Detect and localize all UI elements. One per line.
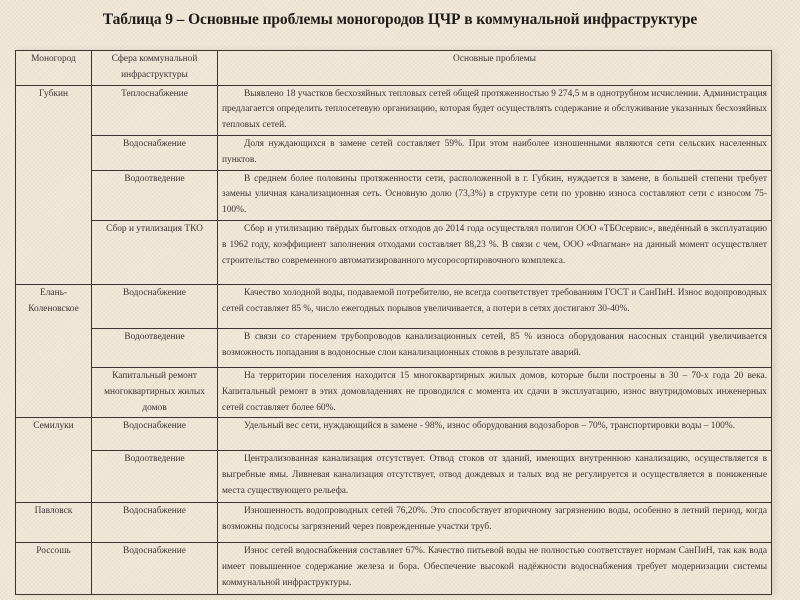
sphere-cell: Водоснабжение (92, 135, 218, 170)
sphere-cell: Водоснабжение (92, 284, 218, 328)
sphere-cell: Водоотведение (92, 451, 218, 503)
header-city: Моногород (16, 51, 92, 86)
header-sphere: Сфера коммунальной инфраструктуры (92, 51, 218, 86)
sphere-cell: Водоснабжение (92, 503, 218, 543)
city-cell: Семилуки (16, 418, 92, 503)
problem-cell (218, 543, 772, 595)
sphere-cell: Сбор и утилизация ТКО (92, 220, 218, 284)
problem-cell (218, 418, 772, 451)
problem-text: Износ сетей водоснабжения составляет 67%. Качество питьевой воды не полностью соответствует нормам СанПиН, так как вода имеет повышенное содержание железа и бора. Обеспечение высокой надёжности водоснабжения требует модернизации системы коммунальной инфраструктуры. (222, 546, 767, 588)
problem-text: Сбор и утилизацию твёрдых бытовых отходов до 2014 года осуществлял полигон ООО «ТБОсервис», введённый в эксплуатацию в 1962 году, коэффициент заполнения отходами составляет 88,23 %. В связи с чем, ООО «Флагман» на данный момент осуществляет строительство современного автоматизированного мусоросортировочного комплекса. (222, 223, 767, 266)
sphere-cell: Водоснабжение (92, 418, 218, 451)
problem-text: Качество холодной воды, подаваемой потребителю, не всегда соответствует требованиям ГОСТ и СанПиН. Износ водопроводных сетей составляет 85 %, число ежегодных порывов увеличивается, а потери в сетях достигают 30-40%. (222, 287, 767, 314)
table-row (16, 418, 772, 451)
sphere-cell: Водоснабжение (92, 543, 218, 595)
problem-text: Выявлено 18 участков бесхозяйных тепловых сетей общей протяженностью 9 274,5 м в однотрубном исчислении. Администрация предлагается определить теплосетевую организацию, которая будет осуществлять содержание и обслуживание указанных бесхозяйных тепловых сетей. (222, 88, 767, 131)
city-cell: Елань-Коленовское (16, 284, 92, 417)
table-row (16, 503, 772, 543)
table-row (16, 284, 772, 328)
city-cell: Павловск (16, 503, 92, 543)
table-row (16, 367, 772, 417)
problem-text: Изношенность водопроводных сетей 76,20%. Это способствует вторичному загрязнению воды, особенно в летний период, когда возможны подсосы загрязнений через поврежденные участки труб. (222, 506, 767, 533)
city-cell: Россошь (16, 543, 92, 595)
problem-cell (218, 284, 772, 328)
table-row (16, 135, 772, 170)
problem-text: На территории поселения находится 15 многоквартирных жилых домов, которые были построены в 30 – 70-х года 20 века. Капитальный ремонт в этих домовладениях не проводился с момента их сдачи в эксплуатацию, износ внутридомовых инженерных сетей составляет более 60%. (222, 370, 767, 413)
problem-cell (218, 367, 772, 417)
table-row (16, 170, 772, 220)
problem-cell (218, 328, 772, 367)
problem-text: Централизованная канализация отсутствует. Отвод стоков от зданий, имеющих внутреннюю канализацию, осуществляется в выгребные ямы. Ливневая канализация отсутствует, отвод дождевых и талых вод не регулируется и осуществляется в пониженные места существующего рельефа. (222, 454, 767, 496)
table-row (16, 328, 772, 367)
problem-text: Удельный вес сети, нуждающийся в замене - 98%, износ оборудования водозаборов – 70%, транспортировки воды – 100%. (244, 421, 736, 432)
table-row (16, 451, 772, 503)
table-row (16, 85, 772, 135)
problem-cell (218, 85, 772, 135)
document-title: Таблица 9 – Основные проблемы моногородов ЦЧР в коммунальной инфраструктуре (102, 11, 698, 28)
problem-cell (218, 220, 772, 284)
problem-text: В среднем более половины протяженности сети, расположенной в г. Губкин, нуждается в замене, в большей степени требует замены уличная канализационная сеть. Основную долю (73,3%) в структуре сети по уровню износа составляют сети с износом 75-100%. (222, 173, 767, 216)
problems-table (15, 50, 772, 595)
problem-text: Доля нуждающихся в замене сетей составляет 59%. При этом наиболее изношенными являются сети сельских населенных пунктов. (222, 138, 767, 165)
problem-cell (218, 451, 772, 503)
city-cell: Губкин (16, 85, 92, 284)
sphere-cell: Теплоснабжение (92, 85, 218, 135)
problem-cell (218, 503, 772, 543)
sphere-cell: Водоотведение (92, 328, 218, 367)
problem-cell (218, 135, 772, 170)
sphere-cell: Водоотведение (92, 170, 218, 220)
problem-text: В связи со старением трубопроводов канализационных сетей, 85 % износа оборудования насосных станций увеличивается возможность попадания в водоносные слои канализационных стоков в результате аварий. (222, 331, 767, 358)
table-row (16, 543, 772, 595)
sphere-cell: Капитальный ремонт многоквартирных жилых домов (92, 367, 218, 417)
table-row (16, 220, 772, 284)
table-header-row (16, 51, 772, 86)
problem-cell (218, 170, 772, 220)
header-problems: Основные проблемы (218, 51, 772, 86)
